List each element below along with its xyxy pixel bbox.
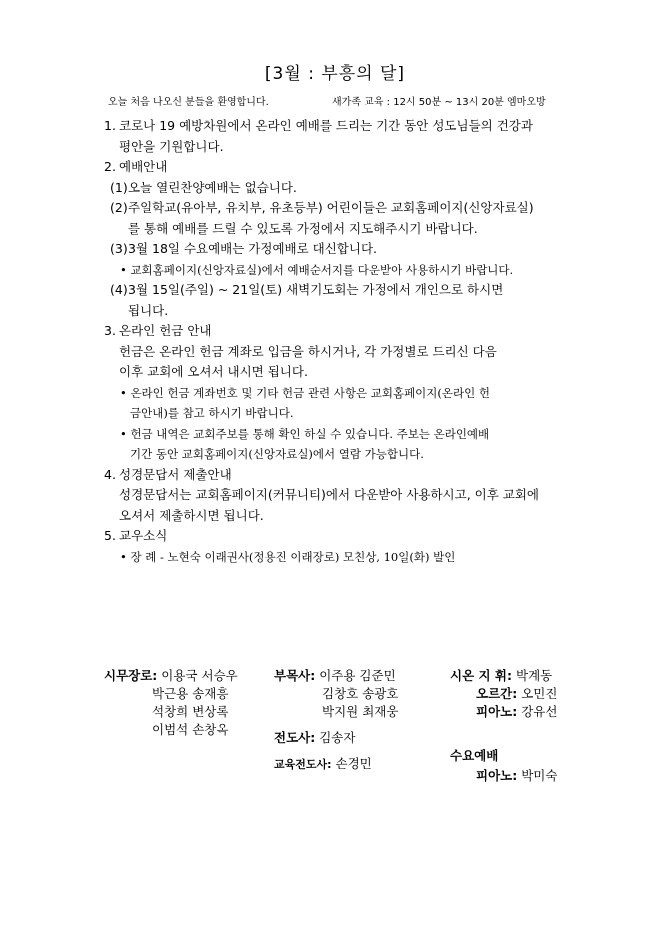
elders-names: 석창희 변상록 bbox=[152, 704, 229, 719]
elders-label: 시무장로: bbox=[104, 668, 158, 683]
assoc-pastor-names: 박지원 최재웅 bbox=[322, 704, 399, 719]
sub-item-2-line-1 bbox=[104, 198, 574, 219]
evangelist-name: 김송자 bbox=[319, 730, 356, 745]
welcome-text: 오늘 처음 나오신 분들을 환영합니다. bbox=[108, 97, 269, 108]
item-5-heading bbox=[104, 526, 574, 547]
item-4-heading bbox=[104, 465, 574, 486]
staff-pastors bbox=[274, 667, 398, 774]
assoc-pastor-label: 부목사: bbox=[274, 668, 316, 683]
edu-evangelist-name: 손경민 bbox=[335, 756, 372, 771]
item-text: 온라인 헌금 안내 bbox=[119, 323, 212, 338]
sub-item-3 bbox=[104, 239, 574, 260]
item-text: 성경문답서 제출안내 bbox=[119, 466, 232, 482]
sub-text: 3월 15일(주일) ~ 21일(토) 새벽기도회는 가정에서 개인으로 하시면 bbox=[128, 282, 504, 297]
item-3-heading bbox=[104, 321, 574, 342]
item-3-bullet-2-line-1: • 헌금 내역은 교회주보를 통해 확인 하실 수 있습니다. 주보는 온라인예배 bbox=[120, 426, 490, 441]
item-2-heading bbox=[104, 157, 574, 178]
sub-text: 3월 18일 수요예배는 가정예배로 대신합니다. bbox=[128, 241, 378, 256]
item-text: 예배안내 bbox=[119, 159, 168, 174]
item-5-bullet-1: • 장 례 - 노현숙 이래권사(정용진 이래장로) 모친상, 10일(화) 발인 bbox=[120, 549, 456, 564]
item-3-bullet-1-line-2: 금안내)를 참고 하시기 바랍니다. bbox=[130, 406, 294, 420]
sub-number: (3) bbox=[110, 241, 128, 256]
sub-item-4-line-1 bbox=[104, 280, 574, 301]
item-text: 코로나 19 예방차원에서 온라인 예배를 드리는 기간 동안 성도님들의 건강과 bbox=[119, 118, 533, 133]
item-number: 4. bbox=[104, 466, 116, 482]
conductor-name: 박계동 bbox=[516, 668, 553, 683]
edu-evangelist-label: 교육전도사: bbox=[274, 758, 332, 771]
sub-number: (2) bbox=[110, 200, 128, 215]
conductor-label: 시온 지 휘: bbox=[450, 668, 513, 683]
item-text: 교우소식 bbox=[119, 528, 168, 543]
item-4-line-1: 성경문답서는 교회홈페이지(커뮤니티)에서 다운받아 사용하시고, 이후 교회에 bbox=[119, 487, 539, 502]
family-education-text: 새가족 교육 : 12시 50분 ~ 13시 20분 엠마오방 bbox=[332, 97, 546, 108]
assoc-pastor-names: 김창호 송광호 bbox=[322, 686, 399, 701]
announcements bbox=[104, 116, 574, 567]
sub-item-2-line-2: 를 통해 예배를 드릴 수 있도록 가정에서 지도해주시기 바랍니다. bbox=[128, 220, 478, 236]
item-3-bullet-2-line-2: 기간 동안 교회홈페이지(신앙자료실)에서 열람 가능합니다. bbox=[130, 447, 424, 461]
page-title: [3월 : 부흥의 달] bbox=[264, 64, 406, 84]
staff-elders bbox=[104, 667, 238, 739]
item-4-line-2: 오셔서 제출하시면 됩니다. bbox=[119, 507, 264, 523]
piano-label: 피아노: bbox=[476, 704, 518, 719]
wednesday-piano-name: 박미숙 bbox=[521, 768, 558, 783]
wednesday-piano-label: 피아노: bbox=[476, 768, 518, 783]
item-number: 5. bbox=[104, 528, 116, 543]
sub-number: (1) bbox=[110, 179, 128, 195]
organ-name: 오민진 bbox=[521, 686, 558, 701]
welcome-line bbox=[108, 93, 568, 108]
item-1-line-2: 평안을 기원합니다. bbox=[119, 138, 224, 154]
item-number: 3. bbox=[104, 323, 116, 338]
item-3-bullet-1-line-1: • 온라인 헌금 계좌번호 및 기타 헌금 관련 사항은 교회홈페이지(온라인 헌 bbox=[120, 385, 490, 400]
sub-text: 주일학교(유아부, 유치부, 유초등부) 어린이들은 교회홈페이지(신앙자료실) bbox=[128, 200, 534, 215]
sub-item-1 bbox=[104, 178, 574, 199]
sub-number: (4) bbox=[110, 282, 128, 297]
organ-label: 오르간: bbox=[476, 686, 518, 701]
elders-names: 이용국 서승우 bbox=[161, 668, 238, 683]
sub-item-3-bullet: • 교회홈페이지(신앙자료실)에서 예배순서지를 다운받아 사용하시기 바랍니다. bbox=[120, 262, 514, 277]
sub-item-4-line-2: 됩니다. bbox=[128, 302, 169, 318]
evangelist-label: 전도사: bbox=[274, 730, 316, 745]
item-number: 1. bbox=[104, 118, 116, 133]
wednesday-service-label: 수요예배 bbox=[450, 748, 499, 763]
elders-names: 박근용 송재흥 bbox=[152, 686, 229, 701]
item-1-line-1 bbox=[104, 116, 574, 137]
sub-text: 오늘 열린찬양예배는 없습니다. bbox=[128, 179, 297, 195]
staff-music bbox=[450, 667, 557, 785]
elders-names: 이범석 손창옥 bbox=[152, 722, 229, 737]
piano-name: 강유선 bbox=[521, 704, 558, 719]
item-number: 2. bbox=[104, 159, 116, 174]
item-3-line-2: 이후 교회에 오셔서 내시면 됩니다. bbox=[119, 364, 308, 379]
assoc-pastor-names: 이주용 김준민 bbox=[319, 668, 396, 683]
item-3-line-1: 헌금은 온라인 헌금 계좌로 입금을 하시거나, 각 가정별로 드리신 다음 bbox=[119, 343, 497, 359]
